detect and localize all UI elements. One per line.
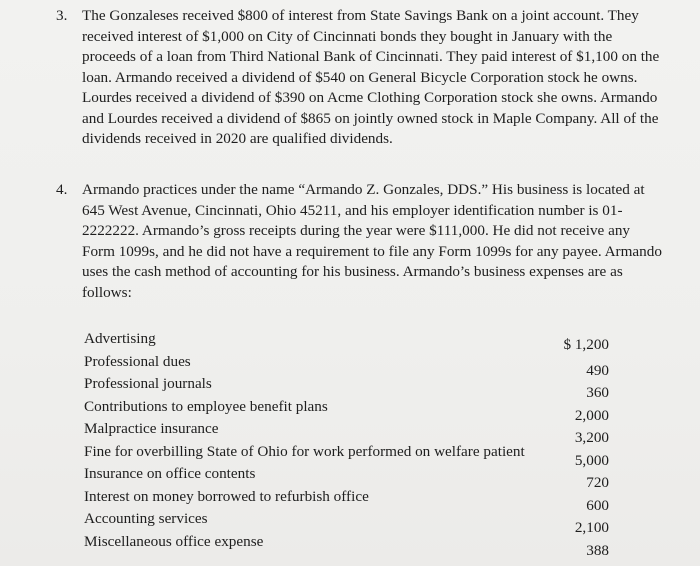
problem-text: The Gonzaleses received $800 of interest from State Savings Bank on a joint account. They received interest of $1,000 on City of Cincinnati bonds they bought in January with the proceeds of a loan from Third National Bank of Cincinnati. They paid interest of $1,100 on the loan. Armando received a dividend of $540 on General Bicycle Corporation stock he owns. Lourdes received a dividend of $390 on Acme Clothing Corporation stock she owns. Armando and Lourdes received a dividend of $865 on jointly owned stock in Maple Company. All of the dividends received in 2020 are qualified dividends.: [82, 7, 660, 147]
expense-amount: 2,100: [574, 519, 609, 536]
expense-label: Contributions to employee benefit plans: [84, 397, 328, 415]
expense-amount: 490: [586, 361, 609, 379]
expense-row: [84, 397, 609, 424]
expense-row: [84, 532, 609, 559]
expense-label: Advertising: [84, 330, 156, 347]
expense-amount: 388: [586, 541, 609, 559]
expense-amount: 3,200: [574, 429, 609, 446]
expense-label: Interest on money borrowed to refurbish office: [84, 487, 369, 505]
expense-amount: 360: [586, 384, 609, 401]
expense-label: Accounting services: [84, 510, 208, 527]
expense-amount: 720: [586, 474, 609, 491]
expense-amount: $ 1,200: [563, 336, 609, 353]
expense-row: [84, 375, 609, 401]
expense-row: [84, 352, 609, 379]
problem-number: 4.: [56, 181, 68, 198]
expense-label: Miscellaneous office expense: [84, 532, 264, 550]
expense-row: [84, 420, 609, 446]
expense-amount: 5,000: [574, 451, 609, 469]
expense-row: [84, 465, 609, 491]
expense-row: [84, 442, 609, 469]
problem-4: [56, 180, 666, 303]
problem-text: Armando practices under the name “Armando Z. Gonzales, DDS.” His business is located at 645 West Avenue, Cincinnati, Ohio 45211, and his employer identification number is 01-2222222. Armando’s gross receipts during the year were $111,000. He did not receive any Form 1099s, and he did not have a requirement to file any Form 1099s for any payee. Armando uses the cash method of accounting for his business. Armando’s business expenses are as follows:: [82, 181, 662, 301]
expense-label: Insurance on office contents: [84, 465, 256, 482]
expense-label: Fine for overbilling State of Ohio for work performed on welfare patient: [84, 442, 525, 460]
problem-number: 3.: [56, 7, 68, 24]
problem-3: [56, 6, 666, 150]
expense-amount: 2,000: [574, 406, 609, 424]
expense-label: Malpractice insurance: [84, 420, 219, 437]
expense-list: [84, 330, 609, 559]
expense-label: Professional dues: [84, 352, 191, 370]
expense-row: [84, 510, 609, 536]
expense-amount: 600: [586, 496, 609, 514]
expense-row: [84, 487, 609, 514]
expense-row: [84, 330, 609, 353]
expense-label: Professional journals: [84, 375, 212, 392]
